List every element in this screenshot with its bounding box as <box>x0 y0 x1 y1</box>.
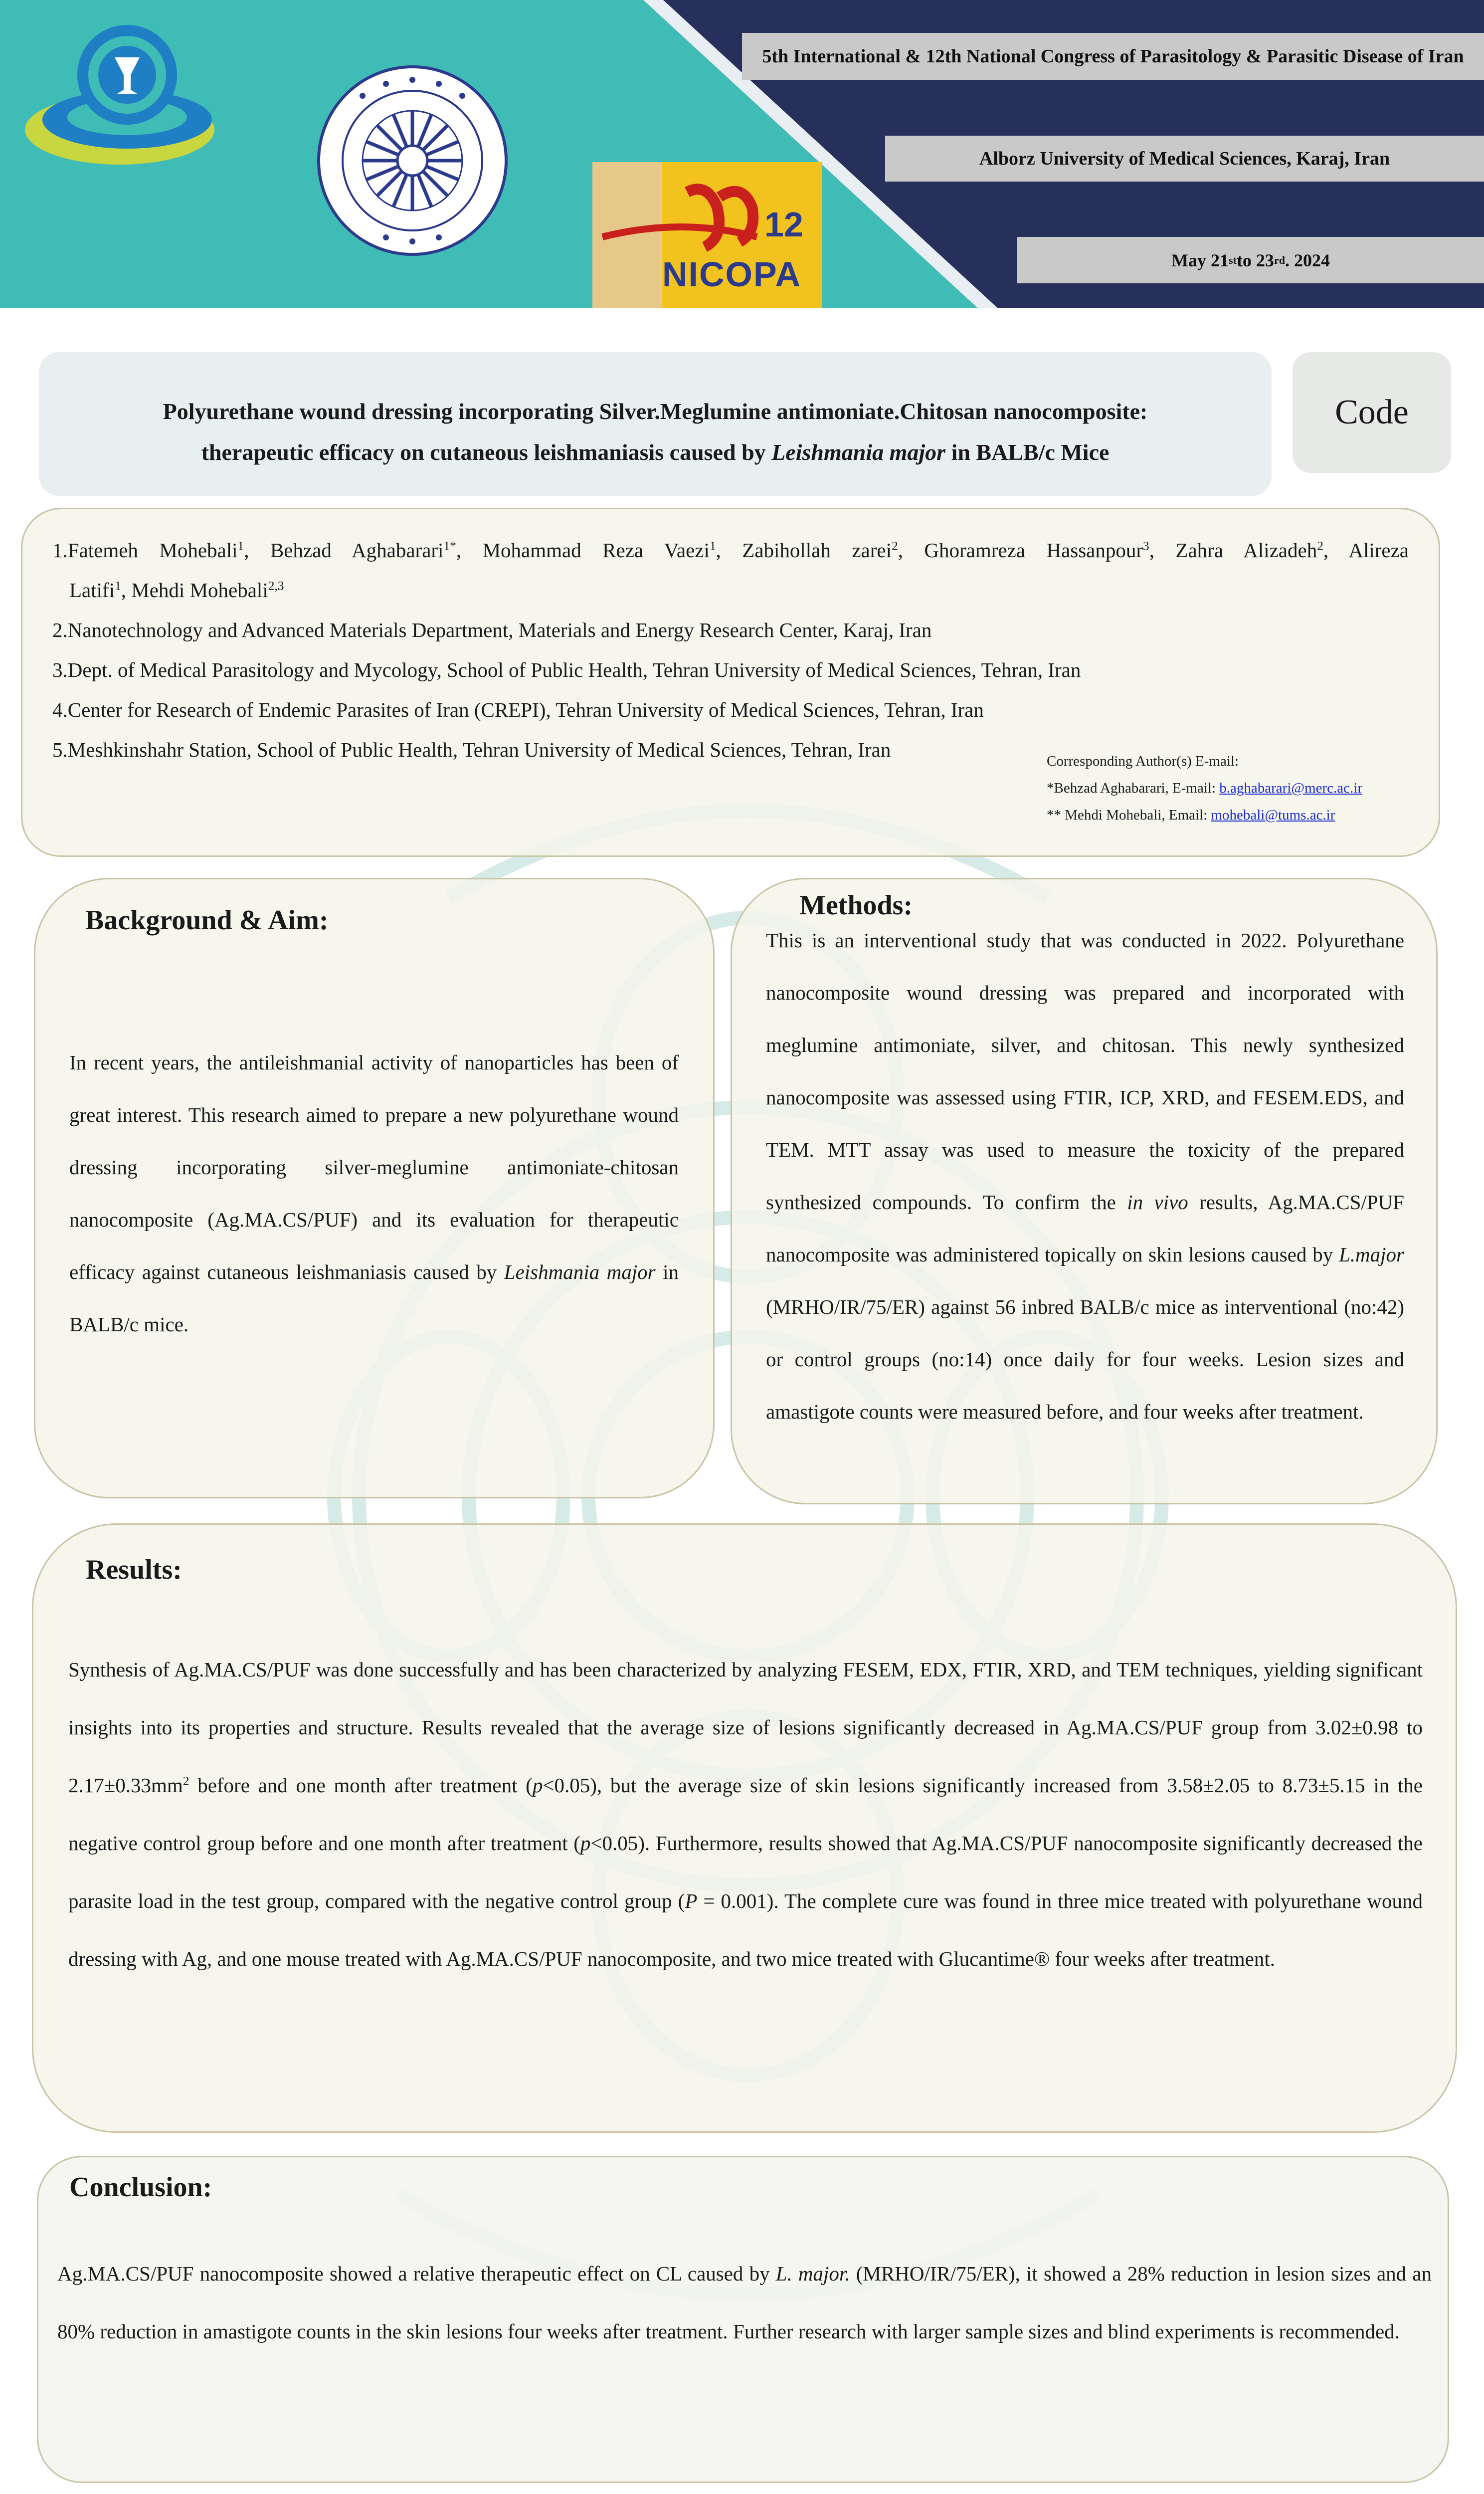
conclusion-text <box>57 2245 1432 2360</box>
corresponding-1-text: *Behzad Aghabarari, E-mail: <box>1047 780 1220 796</box>
corresponding-1 <box>1047 775 1436 802</box>
results-text-segment: P <box>685 1889 698 1912</box>
email-link-mohebali[interactable]: mohebali@tums.ac.ir <box>1211 807 1335 823</box>
authors-line1-segment: , Zahra Alizadeh <box>1149 539 1317 562</box>
title-line-2-italic: Leishmania major <box>771 439 946 465</box>
corresponding-authors <box>1047 748 1436 829</box>
nicopa-number: 12 <box>764 205 803 244</box>
results-text-segment: p <box>532 1774 543 1797</box>
methods-text-segment: This is an interventional study that was conducted in 2022. Polyurethane nanocomposite wound dressing was prepared and incorporated with meglumine antimoniate, silver, and chitosan. This newly synthesized nanocomposite was assessed using FTIR, ICP, XRD, and FESEM.EDS, and TEM. MTT assay was used to measure the toxicity of the prepared synthesized compounds. To confirm the <box>766 929 1404 1214</box>
congress-logo-icon <box>20 15 229 180</box>
methods-text-segment: (MRHO/IR/75/ER) against 56 inbred BALB/c mice as interventional (no:42) or control groups (no:14) once daily for four weeks. Lesion sizes and amastigote counts were measured before, and four weeks after treatment. <box>766 1295 1404 1423</box>
methods-heading: Methods: <box>799 890 913 921</box>
date-mid: to 23 <box>1236 250 1274 270</box>
conclusion-text-segment: L. major. <box>775 2262 850 2285</box>
background-text-segment: in BALB/c mice. <box>69 1260 679 1336</box>
authors-line1-segment: 1 <box>709 539 716 553</box>
results-text-segment: = 0.001). The complete cure was found in three mice treated with polyurethane wound dressing with Ag, and one mouse treated with Ag.MA.CS/PUF nanocomposite, and two mice treated with Glucantime® four weeks after treatment. <box>68 1889 1423 1970</box>
date-sup-2: rd <box>1274 253 1285 266</box>
authors-line2-segment: 2,3 <box>268 579 284 593</box>
results-text-segment: p <box>580 1832 591 1855</box>
results-heading: Results: <box>86 1554 182 1585</box>
authors-line1-segment: 2 <box>1317 539 1323 553</box>
authors-line1-segment: , Behzad Aghabarari <box>244 539 444 562</box>
authors-line-2 <box>52 570 1409 610</box>
authors-line1-segment: 1 <box>237 539 244 553</box>
authors-line2-segment: 1 <box>115 579 121 593</box>
authors-line1-segment: , Zabihollah zarei <box>716 539 892 562</box>
congress-title: 5th International & 12th National Congress of Parasitology & Parasitic Disease of Iran <box>742 33 1484 80</box>
email-link-aghabarari[interactable]: b.aghabarari@merc.ac.ir <box>1219 780 1362 796</box>
date-sup-1: st <box>1229 253 1237 266</box>
conclusion-heading: Conclusion: <box>69 2172 212 2203</box>
authors-line2-segment: Latifi <box>69 579 115 602</box>
background-heading: Background & Aim: <box>85 905 329 936</box>
methods-text <box>766 914 1404 1438</box>
methods-text-segment: L.major <box>1338 1243 1404 1266</box>
results-text <box>68 1641 1423 1988</box>
corresponding-2-text: ** Mehdi Mohebali, Email: <box>1047 807 1211 823</box>
title-line-2-pre: therapeutic efficacy on cutaneous leishmaniasis caused by <box>201 439 772 465</box>
methods-panel <box>731 878 1438 1504</box>
corresponding-2 <box>1047 802 1436 829</box>
authors-line1-segment: 3 <box>1143 539 1149 553</box>
authors-list <box>52 530 1409 770</box>
results-panel <box>32 1523 1457 2133</box>
conclusion-text-segment: (MRHO/IR/75/ER), it showed a 28% reduction in lesion sizes and an 80% reduction in amastigote counts in the skin lesions four weeks after treatment. Further research with larger sample sizes and blind experiments is recommended. <box>57 2262 1432 2343</box>
conclusion-text-segment: Ag.MA.CS/PUF nanocomposite showed a relative therapeutic effect on CL caused by <box>57 2262 776 2285</box>
authors-line2-segment: , Mehdi Mohebali <box>121 579 268 602</box>
society-seal-icon <box>317 65 509 257</box>
affiliation-3: 3.Dept. of Medical Parasitology and Mycology, School of Public Health, Tehran University of Medical Sciences, Tehran, Iran <box>52 658 1081 681</box>
background-text-segment: In recent years, the antileishmanial activity of nanoparticles has been of great interest. This research aimed to prepare a new polyurethane wound dressing incorporating silver-meglumine antimoniate-chitosan nanocomposite (Ag.MA.CS/PUF) and its evaluation for therapeutic efficacy against cutaneous leishmaniasis caused by <box>69 1051 679 1283</box>
authors-line-1 <box>52 530 1409 570</box>
poster-title <box>39 391 1272 473</box>
date-prefix: May 21 <box>1171 250 1229 270</box>
title-line-1: Polyurethane wound dressing incorporating Silver.Meglumine antimoniate.Chitosan nanocomposite: <box>163 399 1148 424</box>
methods-text-segment: in vivo <box>1127 1191 1188 1214</box>
authors-line1-segment: 1.Fatemeh Mohebali <box>52 539 238 562</box>
background-text <box>69 1037 679 1351</box>
date-suffix: . 2024 <box>1285 250 1330 270</box>
methods-text-segment: results, Ag.MA.CS/PUF nanocomposite was administered topically on skin lesions caused by <box>766 1191 1404 1266</box>
poster-header <box>0 0 1484 308</box>
results-text-segment: 2 <box>183 1774 189 1788</box>
corresponding-label: Corresponding Author(s) E-mail: <box>1047 753 1239 769</box>
authors-line1-segment: , Alireza <box>1323 539 1409 562</box>
background-panel <box>34 878 715 1498</box>
results-text-segment: Synthesis of Ag.MA.CS/PUF was done successfully and has been characterized by analyzing FESEM, EDX, FTIR, XRD, and TEM techniques, yielding significant insights into its properties and structure. Results revealed that the average size of lesions significantly decreased in Ag.MA.CS/PUF group from 3.02±0.98 to 2.17±0.33mm <box>68 1658 1423 1797</box>
authors-line1-segment: 1* <box>443 539 456 553</box>
authors-line1-segment: , Mohammad Reza Vaezi <box>456 539 710 562</box>
congress-date <box>1017 237 1484 283</box>
affiliation-2: 2.Nanotechnology and Advanced Materials Department, Materials and Energy Research Center, Karaj, Iran <box>52 619 932 641</box>
authors-line1-segment: 2 <box>891 539 898 553</box>
code-box: Code <box>1293 352 1451 473</box>
results-text-segment: <0.05), but the average size of skin lesions significantly increased from 3.58±2.05 to 8.73±5.15 in the negative control group before and one month after treatment ( <box>68 1774 1423 1855</box>
results-text-segment: before and one month after treatment ( <box>189 1774 533 1797</box>
authors-panel <box>21 508 1440 857</box>
conclusion-panel <box>37 2156 1449 2483</box>
affiliation-4: 4.Center for Research of Endemic Parasites of Iran (CREPI), Tehran University of Medical Sciences, Tehran, Iran <box>52 698 984 721</box>
nicopa-logo <box>592 162 822 308</box>
background-text-segment: Leishmania major <box>504 1260 656 1283</box>
title-box <box>39 352 1272 496</box>
university-name: Alborz University of Medical Sciences, Karaj, Iran <box>885 136 1484 182</box>
authors-line1-segment: , Ghoramreza Hassanpour <box>898 539 1143 562</box>
results-text-segment: <0.05). Furthermore, results showed that Ag.MA.CS/PUF nanocomposite significantly decreased the parasite load in the test group, compared with the negative control group ( <box>68 1832 1423 1912</box>
title-line-2-post: in BALB/c Mice <box>945 439 1110 465</box>
affiliation-5: 5.Meshkinshahr Station, School of Public Health, Tehran University of Medical Sciences, Tehran, Iran <box>52 738 891 761</box>
nicopa-text: NICOPA <box>662 255 802 294</box>
title-line-2 <box>39 432 1272 473</box>
